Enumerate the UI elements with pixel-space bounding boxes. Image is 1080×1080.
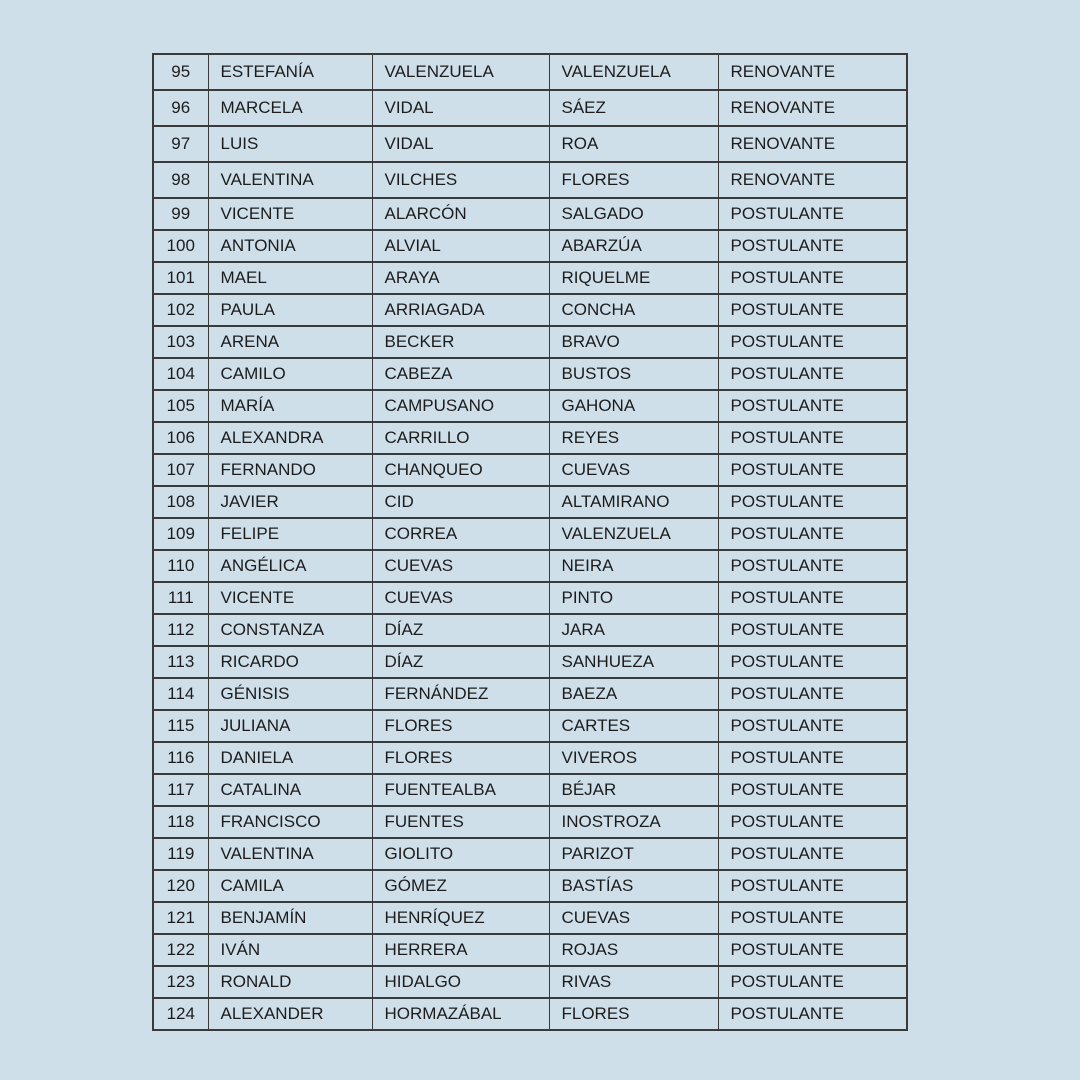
cell-number: 105 xyxy=(153,390,208,422)
cell-status: POSTULANTE xyxy=(718,806,907,838)
table-row xyxy=(153,126,907,162)
table-row xyxy=(153,294,907,326)
cell-paternal-surname: ARRIAGADA xyxy=(372,294,549,326)
cell-paternal-surname: VIDAL xyxy=(372,90,549,126)
cell-status: POSTULANTE xyxy=(718,774,907,806)
roster-table-body xyxy=(153,54,907,1030)
cell-first-name: VALENTINA xyxy=(208,838,372,870)
cell-first-name: ARENA xyxy=(208,326,372,358)
cell-first-name: CAMILA xyxy=(208,870,372,902)
cell-maternal-surname: ROA xyxy=(549,126,718,162)
cell-paternal-surname: CAMPUSANO xyxy=(372,390,549,422)
cell-first-name: ANTONIA xyxy=(208,230,372,262)
cell-number: 118 xyxy=(153,806,208,838)
cell-paternal-surname: GIOLITO xyxy=(372,838,549,870)
cell-paternal-surname: ALVIAL xyxy=(372,230,549,262)
cell-first-name: GÉNISIS xyxy=(208,678,372,710)
cell-status: POSTULANTE xyxy=(718,518,907,550)
table-row xyxy=(153,934,907,966)
table-row xyxy=(153,614,907,646)
table-row xyxy=(153,710,907,742)
cell-first-name: JULIANA xyxy=(208,710,372,742)
roster-table xyxy=(152,53,908,1031)
cell-maternal-surname: PINTO xyxy=(549,582,718,614)
cell-first-name: VALENTINA xyxy=(208,162,372,198)
cell-paternal-surname: HERRERA xyxy=(372,934,549,966)
cell-maternal-surname: CONCHA xyxy=(549,294,718,326)
cell-number: 96 xyxy=(153,90,208,126)
cell-number: 101 xyxy=(153,262,208,294)
cell-status: POSTULANTE xyxy=(718,742,907,774)
table-row xyxy=(153,262,907,294)
cell-maternal-surname: CUEVAS xyxy=(549,902,718,934)
cell-number: 114 xyxy=(153,678,208,710)
cell-paternal-surname: HENRÍQUEZ xyxy=(372,902,549,934)
cell-maternal-surname: JARA xyxy=(549,614,718,646)
table-row xyxy=(153,998,907,1030)
cell-number: 95 xyxy=(153,54,208,90)
cell-maternal-surname: SALGADO xyxy=(549,198,718,230)
table-row xyxy=(153,486,907,518)
cell-status: POSTULANTE xyxy=(718,454,907,486)
cell-status: POSTULANTE xyxy=(718,710,907,742)
cell-maternal-surname: SANHUEZA xyxy=(549,646,718,678)
cell-paternal-surname: DÍAZ xyxy=(372,646,549,678)
table-row xyxy=(153,390,907,422)
cell-number: 100 xyxy=(153,230,208,262)
cell-first-name: MAEL xyxy=(208,262,372,294)
cell-status: POSTULANTE xyxy=(718,934,907,966)
cell-number: 119 xyxy=(153,838,208,870)
cell-number: 107 xyxy=(153,454,208,486)
cell-paternal-surname: GÓMEZ xyxy=(372,870,549,902)
cell-maternal-surname: BASTÍAS xyxy=(549,870,718,902)
table-row xyxy=(153,326,907,358)
cell-maternal-surname: BRAVO xyxy=(549,326,718,358)
cell-first-name: ALEXANDER xyxy=(208,998,372,1030)
cell-first-name: RICARDO xyxy=(208,646,372,678)
cell-first-name: JAVIER xyxy=(208,486,372,518)
cell-number: 124 xyxy=(153,998,208,1030)
cell-status: POSTULANTE xyxy=(718,326,907,358)
cell-number: 116 xyxy=(153,742,208,774)
cell-number: 111 xyxy=(153,582,208,614)
cell-first-name: VICENTE xyxy=(208,582,372,614)
cell-status: POSTULANTE xyxy=(718,614,907,646)
cell-first-name: FELIPE xyxy=(208,518,372,550)
cell-number: 109 xyxy=(153,518,208,550)
cell-status: POSTULANTE xyxy=(718,966,907,998)
cell-number: 113 xyxy=(153,646,208,678)
cell-maternal-surname: BÉJAR xyxy=(549,774,718,806)
cell-number: 97 xyxy=(153,126,208,162)
cell-number: 104 xyxy=(153,358,208,390)
cell-status: RENOVANTE xyxy=(718,54,907,90)
cell-status: POSTULANTE xyxy=(718,294,907,326)
cell-maternal-surname: FLORES xyxy=(549,162,718,198)
cell-number: 117 xyxy=(153,774,208,806)
cell-maternal-surname: INOSTROZA xyxy=(549,806,718,838)
table-row xyxy=(153,518,907,550)
cell-paternal-surname: VIDAL xyxy=(372,126,549,162)
cell-maternal-surname: ALTAMIRANO xyxy=(549,486,718,518)
cell-paternal-surname: CHANQUEO xyxy=(372,454,549,486)
table-row xyxy=(153,806,907,838)
cell-paternal-surname: CABEZA xyxy=(372,358,549,390)
cell-first-name: PAULA xyxy=(208,294,372,326)
cell-status: RENOVANTE xyxy=(718,126,907,162)
cell-paternal-surname: FLORES xyxy=(372,742,549,774)
cell-first-name: MARÍA xyxy=(208,390,372,422)
cell-status: POSTULANTE xyxy=(718,998,907,1030)
cell-number: 99 xyxy=(153,198,208,230)
cell-first-name: CATALINA xyxy=(208,774,372,806)
cell-number: 121 xyxy=(153,902,208,934)
cell-status: POSTULANTE xyxy=(718,262,907,294)
table-row xyxy=(153,774,907,806)
cell-maternal-surname: GAHONA xyxy=(549,390,718,422)
cell-first-name: IVÁN xyxy=(208,934,372,966)
table-row xyxy=(153,966,907,998)
cell-status: POSTULANTE xyxy=(718,870,907,902)
table-row xyxy=(153,198,907,230)
cell-number: 110 xyxy=(153,550,208,582)
cell-first-name: BENJAMÍN xyxy=(208,902,372,934)
cell-number: 123 xyxy=(153,966,208,998)
cell-maternal-surname: ABARZÚA xyxy=(549,230,718,262)
cell-paternal-surname: FUENTES xyxy=(372,806,549,838)
cell-status: POSTULANTE xyxy=(718,582,907,614)
cell-first-name: LUIS xyxy=(208,126,372,162)
cell-first-name: ANGÉLICA xyxy=(208,550,372,582)
cell-status: RENOVANTE xyxy=(718,162,907,198)
cell-paternal-surname: CUEVAS xyxy=(372,550,549,582)
cell-paternal-surname: FUENTEALBA xyxy=(372,774,549,806)
cell-number: 122 xyxy=(153,934,208,966)
cell-maternal-surname: BAEZA xyxy=(549,678,718,710)
cell-number: 120 xyxy=(153,870,208,902)
table-row xyxy=(153,162,907,198)
cell-paternal-surname: FERNÁNDEZ xyxy=(372,678,549,710)
cell-number: 108 xyxy=(153,486,208,518)
table-row xyxy=(153,582,907,614)
cell-status: POSTULANTE xyxy=(718,486,907,518)
cell-maternal-surname: SÁEZ xyxy=(549,90,718,126)
cell-paternal-surname: VILCHES xyxy=(372,162,549,198)
cell-status: POSTULANTE xyxy=(718,390,907,422)
cell-maternal-surname: VIVEROS xyxy=(549,742,718,774)
cell-status: POSTULANTE xyxy=(718,902,907,934)
cell-paternal-surname: HORMAZÁBAL xyxy=(372,998,549,1030)
cell-maternal-surname: ROJAS xyxy=(549,934,718,966)
cell-number: 106 xyxy=(153,422,208,454)
table-row xyxy=(153,678,907,710)
cell-maternal-surname: CARTES xyxy=(549,710,718,742)
cell-paternal-surname: CUEVAS xyxy=(372,582,549,614)
cell-maternal-surname: BUSTOS xyxy=(549,358,718,390)
cell-paternal-surname: CID xyxy=(372,486,549,518)
cell-first-name: MARCELA xyxy=(208,90,372,126)
cell-first-name: VICENTE xyxy=(208,198,372,230)
cell-number: 115 xyxy=(153,710,208,742)
cell-status: POSTULANTE xyxy=(718,230,907,262)
cell-paternal-surname: VALENZUELA xyxy=(372,54,549,90)
cell-number: 98 xyxy=(153,162,208,198)
cell-first-name: CONSTANZA xyxy=(208,614,372,646)
cell-maternal-surname: VALENZUELA xyxy=(549,54,718,90)
table-row xyxy=(153,230,907,262)
cell-maternal-surname: REYES xyxy=(549,422,718,454)
table-row xyxy=(153,54,907,90)
cell-paternal-surname: HIDALGO xyxy=(372,966,549,998)
table-row xyxy=(153,742,907,774)
cell-paternal-surname: FLORES xyxy=(372,710,549,742)
cell-status: POSTULANTE xyxy=(718,358,907,390)
cell-first-name: FERNANDO xyxy=(208,454,372,486)
cell-status: POSTULANTE xyxy=(718,422,907,454)
table-row xyxy=(153,646,907,678)
cell-maternal-surname: NEIRA xyxy=(549,550,718,582)
cell-paternal-surname: CORREA xyxy=(372,518,549,550)
cell-status: POSTULANTE xyxy=(718,646,907,678)
cell-status: POSTULANTE xyxy=(718,198,907,230)
cell-paternal-surname: ARAYA xyxy=(372,262,549,294)
cell-paternal-surname: DÍAZ xyxy=(372,614,549,646)
table-row xyxy=(153,454,907,486)
table-row xyxy=(153,870,907,902)
cell-maternal-surname: FLORES xyxy=(549,998,718,1030)
table-row xyxy=(153,358,907,390)
cell-maternal-surname: CUEVAS xyxy=(549,454,718,486)
cell-paternal-surname: ALARCÓN xyxy=(372,198,549,230)
cell-status: POSTULANTE xyxy=(718,550,907,582)
cell-number: 103 xyxy=(153,326,208,358)
cell-paternal-surname: CARRILLO xyxy=(372,422,549,454)
cell-status: RENOVANTE xyxy=(718,90,907,126)
cell-maternal-surname: PARIZOT xyxy=(549,838,718,870)
table-row xyxy=(153,90,907,126)
cell-first-name: ESTEFANÍA xyxy=(208,54,372,90)
table-row xyxy=(153,838,907,870)
cell-number: 112 xyxy=(153,614,208,646)
cell-first-name: FRANCISCO xyxy=(208,806,372,838)
cell-status: POSTULANTE xyxy=(718,678,907,710)
cell-maternal-surname: RIQUELME xyxy=(549,262,718,294)
table-row xyxy=(153,422,907,454)
cell-number: 102 xyxy=(153,294,208,326)
cell-paternal-surname: BECKER xyxy=(372,326,549,358)
cell-first-name: DANIELA xyxy=(208,742,372,774)
cell-status: POSTULANTE xyxy=(718,838,907,870)
cell-maternal-surname: RIVAS xyxy=(549,966,718,998)
table-row xyxy=(153,902,907,934)
cell-maternal-surname: VALENZUELA xyxy=(549,518,718,550)
cell-first-name: ALEXANDRA xyxy=(208,422,372,454)
cell-first-name: RONALD xyxy=(208,966,372,998)
table-row xyxy=(153,550,907,582)
cell-first-name: CAMILO xyxy=(208,358,372,390)
